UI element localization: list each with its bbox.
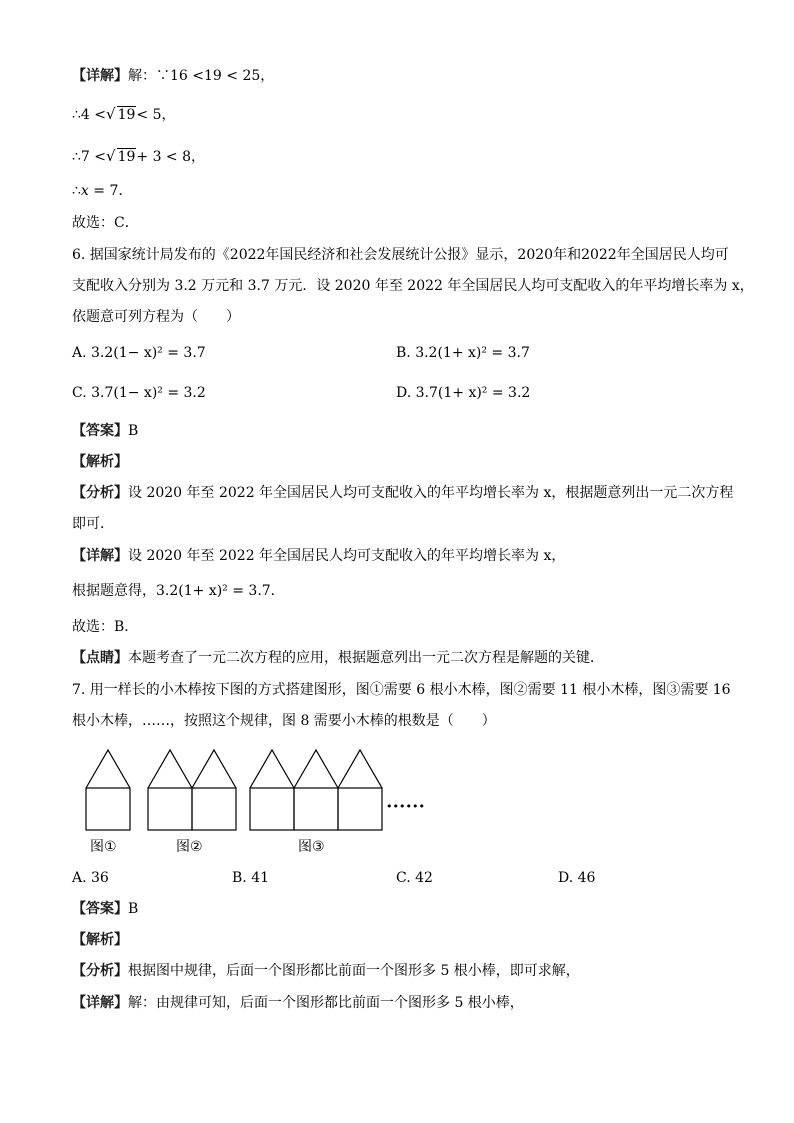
comment-text: 本题考查了一元二次方程的应用，根据题意列出一元二次方程是解题的关键． <box>128 650 604 666</box>
fig3-square-3 <box>338 788 382 830</box>
fig2-roof-1 <box>148 750 192 788</box>
analysis-tag: 【分析】 <box>72 963 128 979</box>
fig2-square-1 <box>148 788 192 830</box>
sqrt-sign: √ <box>106 105 116 123</box>
q7-option-d: D. 46 <box>558 870 596 886</box>
fig1-square <box>86 788 130 830</box>
ellipsis-dots: •••••• <box>386 800 425 813</box>
therefore: ∴ <box>72 183 81 199</box>
q6-analysis-line-2: 即可． <box>72 516 114 532</box>
radicand: 19 <box>117 107 136 123</box>
ineq-left: ∴4 < <box>72 107 106 123</box>
analysis-text: 根据图中规律，后面一个图形都比前面一个图形多 5 根小棒，即可求解， <box>128 963 580 979</box>
q6-option-c: C. 3.7(1− x)² = 3.2 <box>72 385 206 401</box>
fig3-roof-1 <box>250 750 294 788</box>
detail-text: 解：由规律可知，后面一个图形都比前面一个图形多 5 根小棒， <box>128 995 524 1011</box>
fig3-square-1 <box>250 788 294 830</box>
detail-tag: 【详解】 <box>72 995 128 1011</box>
detail-text: 解：∵16 <19 < 25， <box>128 68 275 84</box>
sqrt-sign: √ <box>106 147 116 165</box>
ineq-right: + 3 < 8， <box>136 149 206 165</box>
stick-figure-diagram <box>80 748 440 860</box>
q6-analysis-line-1 <box>72 483 733 503</box>
q7-detail-line <box>72 993 524 1013</box>
q6-line-1: 6. 据国家统计局发布的《2022年国民经济和社会发展统计公报》显示，2020年和2022年全国居民人均可 <box>72 247 729 263</box>
q6-comment <box>72 648 604 668</box>
q7-analysis-tag: 【解析】 <box>72 932 128 948</box>
fig3-roof-3 <box>338 750 382 788</box>
q6-detail-line-1 <box>72 546 565 566</box>
ineq-left: ∴7 < <box>72 149 106 165</box>
q6-option-d: D. 3.7(1+ x)² = 3.2 <box>396 385 531 401</box>
answer-value: B <box>128 423 139 439</box>
fig2-roof-2 <box>192 750 236 788</box>
detail-text: 设 2020 年至 2022 年全国居民人均可支配收入的年平均增长率为 x， <box>128 548 566 564</box>
q7-option-a: A. 36 <box>72 870 109 886</box>
detail-tag: 【详解】 <box>72 548 128 564</box>
fig3-roof-2 <box>294 750 338 788</box>
answer-tag: 【答案】 <box>72 901 128 917</box>
q7-option-c: C. 42 <box>396 870 433 886</box>
q7-option-b: B. 41 <box>232 870 270 886</box>
fig2-label: 图② <box>176 839 203 855</box>
fig2-square-2 <box>192 788 236 830</box>
fig1-label: 图① <box>90 839 117 855</box>
q6-option-b: B. 3.2(1+ x)² = 3.7 <box>396 345 530 361</box>
ineq-right: < 5， <box>136 107 176 123</box>
analysis-text: 设 2020 年至 2022 年全国居民人均可支配收入的年平均增长率为 x，根据题意列出一元二次方程 <box>128 485 734 501</box>
q7-analysis-line <box>72 961 580 981</box>
detail-line-1 <box>72 66 274 86</box>
detail-line-4 <box>72 181 132 201</box>
var-x: x <box>80 183 89 199</box>
q6-line-3: 依题意可列方程为（ ） <box>72 309 240 325</box>
equation: = 7． <box>88 183 133 199</box>
q7-answer <box>72 899 138 919</box>
q6-answer <box>72 421 138 441</box>
q6-choose: 故选：B． <box>72 619 139 635</box>
fig1-roof <box>86 750 130 788</box>
answer-tag: 【答案】 <box>72 423 128 439</box>
answer-value: B <box>128 901 139 917</box>
analysis-tag: 【分析】 <box>72 485 128 501</box>
fig3-square-2 <box>294 788 338 830</box>
q6-detail-line-2: 根据题意得，3.2(1+ x)² = 3.7． <box>72 583 285 599</box>
choose-line: 故选：C． <box>72 215 139 231</box>
detail-line-2 <box>72 104 175 125</box>
q7-line-1: 7. 用一样长的小木棒按下图的方式搭建图形，图①需要 6 根小木棒，图②需要 11 根小木棒，图③需要 16 <box>72 682 731 698</box>
q6-analysis-tag: 【解析】 <box>72 454 128 470</box>
q7-line-2: 根小木棒，……，按照这个规律，图 8 需要小木棒的根数是（ ） <box>72 713 496 729</box>
comment-tag: 【点睛】 <box>72 650 128 666</box>
q6-option-a: A. 3.2(1− x)² = 3.7 <box>72 345 206 361</box>
q6-line-2: 支配收入分别为 3.2 万元和 3.7 万元．设 2020 年至 2022 年全国居民人均可支配收入的年平均增长率为 x， <box>72 278 754 294</box>
radicand: 19 <box>117 149 136 165</box>
detail-line-3 <box>72 146 205 167</box>
fig3-label: 图③ <box>298 839 325 855</box>
detail-tag: 【详解】 <box>72 68 128 84</box>
